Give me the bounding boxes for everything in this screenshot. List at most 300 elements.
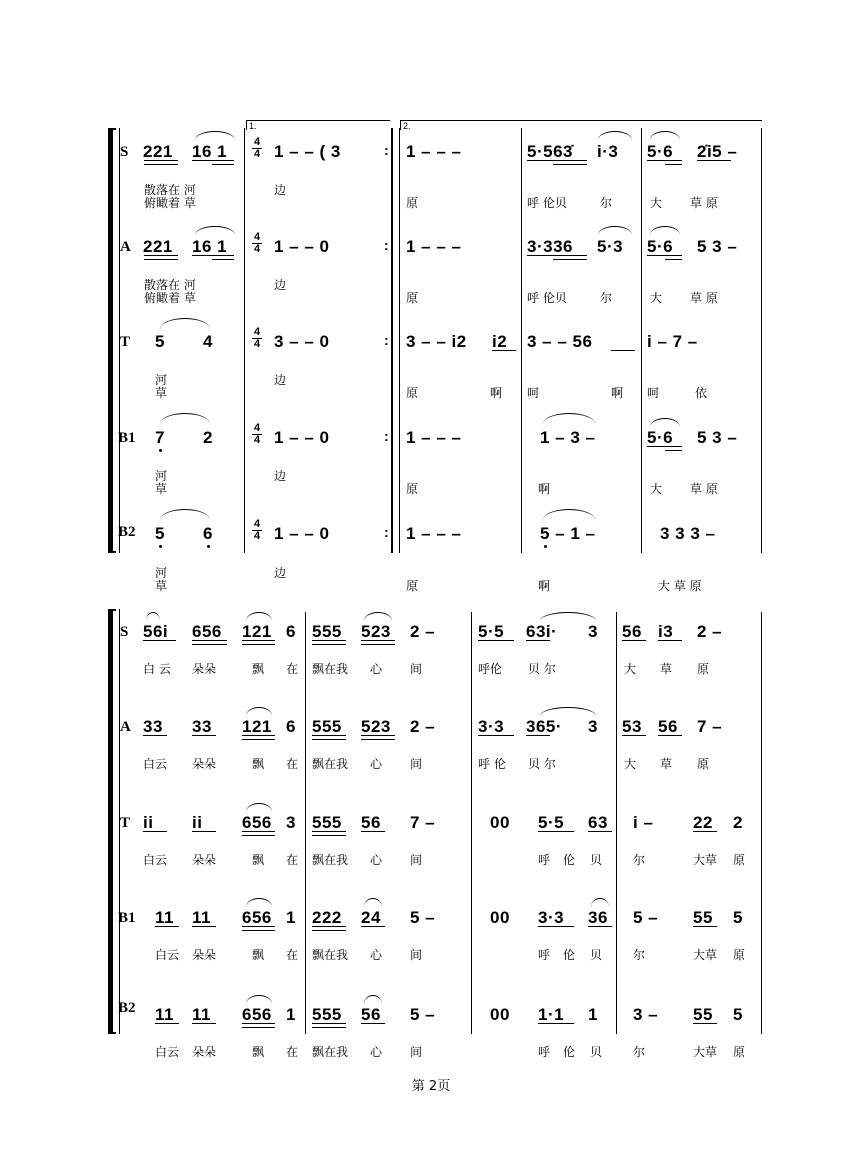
slur	[246, 707, 272, 716]
notes: 11	[155, 908, 174, 927]
notes: 3 –	[633, 1005, 659, 1024]
underline	[361, 735, 395, 736]
lyric: 河	[155, 373, 168, 387]
lyric: 伦	[563, 1045, 576, 1059]
part-name: T	[120, 815, 131, 831]
underline	[478, 640, 514, 641]
notes: 1 – – ( 3	[274, 142, 341, 161]
underline	[155, 1023, 179, 1024]
lyric: 在	[286, 948, 299, 962]
slur	[160, 413, 210, 424]
lyric: 心	[370, 662, 383, 676]
lyric: 呼	[538, 1045, 551, 1059]
lyric: 啊	[538, 579, 551, 593]
slur	[246, 898, 272, 907]
notes: 53	[622, 717, 642, 736]
underline	[647, 160, 682, 161]
part-name: B1	[118, 430, 136, 446]
slur	[160, 509, 210, 520]
slur	[195, 131, 235, 140]
underline	[361, 640, 395, 641]
lyric: 大	[650, 291, 663, 305]
lyric: 伦	[563, 853, 576, 867]
underline	[527, 160, 587, 161]
notes: 00	[490, 908, 510, 927]
lyric: 呵	[527, 386, 540, 400]
lyric: 边	[274, 469, 287, 483]
underline	[526, 735, 550, 736]
underline	[143, 831, 167, 832]
underline	[192, 831, 216, 832]
lyric: 呼	[538, 948, 551, 962]
underline	[658, 640, 682, 641]
lyric: 草 原	[690, 196, 718, 210]
part-name: S	[120, 144, 129, 160]
lyric: 尔	[600, 196, 613, 210]
lyric: 大	[624, 662, 637, 676]
notes: 2̇i5 –	[697, 142, 738, 161]
lyric: 间	[410, 1045, 423, 1059]
lyric: 间	[410, 757, 423, 771]
underline	[242, 640, 275, 641]
slur	[246, 995, 272, 1004]
slur	[591, 898, 609, 907]
notes: 121	[242, 717, 272, 736]
notes: 1·1	[538, 1005, 565, 1024]
slur	[160, 318, 210, 329]
lyric: 贝 尔	[528, 662, 556, 676]
lyric: 草	[155, 386, 168, 400]
lyric: 原	[697, 757, 710, 771]
notes: 5·563̇	[527, 142, 573, 161]
underline	[478, 735, 514, 736]
lyric: 在	[286, 1045, 299, 1059]
underline	[665, 450, 682, 451]
underline	[242, 644, 275, 645]
slur	[650, 418, 680, 427]
underline	[312, 1027, 346, 1028]
underline	[622, 735, 646, 736]
part-name: B1	[118, 910, 136, 926]
underline	[242, 1027, 275, 1028]
lyric: 呼	[538, 853, 551, 867]
notes: 3 – – i2	[406, 332, 467, 351]
repeat-dots: :	[384, 237, 389, 253]
underline	[611, 350, 635, 351]
underline	[361, 831, 385, 832]
barline	[521, 128, 522, 553]
part-name: A	[120, 719, 131, 735]
lyric: 尔	[633, 853, 646, 867]
underline	[312, 926, 346, 927]
lyric: 白云	[143, 757, 168, 771]
underline	[588, 926, 612, 927]
notes: 1	[286, 908, 296, 927]
lyric: 呼 伦贝	[527, 291, 567, 305]
lyric: 在	[286, 662, 299, 676]
notes: 5·6	[647, 428, 674, 447]
underline	[312, 644, 346, 645]
notes: 5 –	[633, 908, 659, 927]
notes: 6	[286, 622, 296, 641]
repeat-dots: :	[384, 524, 389, 540]
lyric: 河	[155, 469, 168, 483]
page-number: 第 2页	[411, 1079, 451, 1094]
notes: ii	[143, 813, 154, 832]
lyric: 朵朵	[192, 948, 217, 962]
lyric: 飘在我	[312, 757, 349, 771]
notes: 5·3	[597, 237, 624, 256]
lyric: 河	[155, 566, 168, 580]
part-name: T	[120, 334, 131, 350]
low-dot	[544, 545, 547, 548]
lyric: 大草	[693, 1045, 718, 1059]
notes: 00	[490, 1005, 510, 1024]
underline	[242, 1023, 275, 1024]
lyric: 心	[370, 948, 383, 962]
notes: 5·5	[538, 813, 565, 832]
notes: 56	[361, 813, 381, 832]
notes: 221	[143, 237, 173, 256]
notes: 56	[622, 622, 642, 641]
notes: 5 3 –	[697, 237, 738, 256]
lyric: 飘在我	[312, 662, 349, 676]
lyric: 飘	[252, 948, 265, 962]
underline	[553, 164, 587, 165]
lyric: 白云	[143, 853, 168, 867]
lyric: 呼 伦贝	[527, 196, 567, 210]
repeat-dots: :	[384, 428, 389, 444]
lyric: 间	[410, 948, 423, 962]
underline	[527, 255, 587, 256]
barline	[471, 612, 472, 1034]
notes: 24	[361, 908, 381, 927]
lyric: 原	[406, 482, 419, 496]
notes: 56	[361, 1005, 381, 1024]
lyric: 贝	[590, 948, 603, 962]
repeat-dots: :	[384, 332, 389, 348]
slur	[540, 612, 596, 621]
lyric: 草 原	[690, 482, 718, 496]
notes: 3	[588, 622, 598, 641]
part-name: S	[120, 624, 129, 640]
notes: i –	[633, 813, 654, 832]
underline	[693, 926, 717, 927]
notes: 365·	[526, 717, 563, 736]
slur	[598, 226, 632, 235]
notes: 56	[658, 717, 678, 736]
underline	[665, 259, 682, 260]
volta-2: 2.	[400, 120, 762, 130]
lyric: 心	[370, 757, 383, 771]
slur	[650, 226, 680, 235]
lyric: 间	[410, 853, 423, 867]
lyric: 尔	[633, 1045, 646, 1059]
time-signature: 4 4	[253, 136, 261, 160]
slur	[146, 612, 160, 621]
underline	[361, 926, 385, 927]
notes: 63	[588, 813, 608, 832]
underline	[242, 735, 275, 736]
notes: 6	[286, 717, 296, 736]
lyric: 大草	[693, 948, 718, 962]
underline	[242, 831, 275, 832]
notes: 656	[192, 622, 222, 641]
notes: 3	[588, 717, 598, 736]
underline	[144, 259, 178, 260]
lyric: 原	[406, 579, 419, 593]
notes: 55	[693, 1005, 713, 1024]
lyric: 依	[695, 386, 708, 400]
underline	[242, 739, 275, 740]
notes: 22	[693, 813, 713, 832]
underline	[553, 259, 587, 260]
lyric: 大草	[693, 853, 718, 867]
slur	[543, 509, 595, 520]
lyric: 边	[274, 183, 287, 197]
lyric: 俯瞰着 草	[144, 291, 196, 305]
notes: 4	[203, 332, 213, 351]
lyric: 尔	[600, 291, 613, 305]
notes: 00	[490, 813, 510, 832]
notes: 5·5	[478, 622, 505, 641]
lyric: 心	[370, 853, 383, 867]
lyric: 朵朵	[192, 662, 217, 676]
lyric: 呼 伦	[478, 757, 506, 771]
notes: 33	[192, 717, 212, 736]
notes: 11	[155, 1005, 174, 1024]
notes: 656	[242, 813, 272, 832]
notes: 2	[203, 428, 213, 447]
lyric: 原	[406, 386, 419, 400]
notes: 5	[733, 908, 743, 927]
slur	[543, 413, 595, 424]
slur	[598, 131, 632, 140]
notes: 523	[361, 622, 391, 641]
low-dot	[159, 449, 162, 452]
lyric: 在	[286, 853, 299, 867]
lyric: 飘	[252, 1045, 265, 1059]
slur	[364, 898, 382, 907]
notes: 1 – – 0	[274, 524, 330, 543]
notes: 33	[143, 717, 163, 736]
notes: 55	[693, 908, 713, 927]
notes: 1 – – –	[406, 142, 462, 161]
notes: 656	[242, 908, 272, 927]
underline	[192, 926, 216, 927]
notes: 11	[192, 1005, 211, 1024]
notes: 555	[312, 1005, 342, 1024]
part-name: B2	[118, 524, 136, 540]
notes: 7	[155, 428, 165, 447]
notes: 1	[286, 1005, 296, 1024]
part-name: B2	[118, 1000, 136, 1016]
notes: 7 –	[410, 813, 436, 832]
underline	[144, 255, 178, 256]
lyric: 边	[274, 566, 287, 580]
barline	[761, 612, 762, 1034]
barline-double	[391, 128, 393, 553]
low-dot	[159, 545, 162, 548]
lyric: 啊	[490, 386, 503, 400]
notes: 3 – – 56	[527, 332, 593, 351]
lyric: 原	[406, 291, 419, 305]
underline	[361, 739, 395, 740]
notes: 1 – 3 –	[540, 428, 596, 447]
notes: 3	[286, 813, 296, 832]
lyric: 间	[410, 662, 423, 676]
lyric: 贝	[590, 1045, 603, 1059]
time-signature: 4 4	[253, 231, 261, 255]
notes: 1 – – –	[406, 237, 462, 256]
underline	[665, 164, 682, 165]
lyric: 大 草 原	[658, 579, 702, 593]
notes: 3 3 3 –	[660, 524, 716, 543]
lyric: 飘在我	[312, 1045, 349, 1059]
notes: 16 1	[192, 237, 228, 256]
notes: 555	[312, 717, 342, 736]
notes: 11	[192, 908, 211, 927]
barline	[399, 128, 400, 553]
notes: 221	[143, 142, 173, 161]
notes: 3·3	[538, 908, 565, 927]
notes: 2 –	[697, 622, 723, 641]
lyric: 贝	[590, 853, 603, 867]
notes: 1 – – 0	[274, 428, 330, 447]
notes: 5 –	[410, 908, 436, 927]
lyric: 草	[155, 579, 168, 593]
notes: 5	[155, 332, 165, 351]
lyric: 草	[155, 482, 168, 496]
underline	[212, 164, 234, 165]
underline	[622, 640, 646, 641]
notes: 3 – – 0	[274, 332, 330, 351]
notes: 7 –	[697, 717, 723, 736]
lyric: 白云	[155, 1045, 180, 1059]
underline	[361, 644, 395, 645]
underline	[361, 1023, 385, 1024]
notes: 523	[361, 717, 391, 736]
time-signature: 4 4	[253, 422, 261, 446]
lyric: 飘	[252, 757, 265, 771]
part-name: A	[120, 239, 131, 255]
lyric: 呵	[647, 386, 660, 400]
notes: 5 –	[410, 1005, 436, 1024]
underline	[538, 926, 574, 927]
underline	[242, 930, 275, 931]
slur	[650, 131, 680, 140]
notes: 16 1	[192, 142, 228, 161]
system2-bracket	[108, 609, 116, 1034]
notes: 1 – – 0	[274, 237, 330, 256]
underline	[693, 1023, 717, 1024]
notes: 5·6	[647, 142, 674, 161]
underline	[312, 1023, 346, 1024]
lyric: 大	[650, 482, 663, 496]
notes: i3	[658, 622, 674, 641]
lyric: 散落在 河	[144, 278, 196, 292]
notes: 656	[242, 1005, 272, 1024]
notes: i2	[492, 332, 508, 351]
barline	[616, 612, 617, 1034]
lyric: 草	[660, 662, 673, 676]
repeat-dots: :	[384, 142, 389, 158]
lyric: 边	[274, 373, 287, 387]
underline	[697, 160, 731, 161]
notes: 121	[242, 622, 272, 641]
lyric: 心	[370, 1045, 383, 1059]
lyric: 朵朵	[192, 1045, 217, 1059]
slur	[195, 226, 235, 235]
underline	[144, 160, 178, 161]
notes: 1	[588, 1005, 598, 1024]
underline	[242, 835, 275, 836]
underline	[192, 735, 216, 736]
notes: 6	[203, 524, 213, 543]
underline	[693, 831, 717, 832]
underline	[192, 255, 234, 256]
lyric: 朵朵	[192, 757, 217, 771]
underline	[312, 831, 346, 832]
notes: 3·336	[527, 237, 573, 256]
lyric: 飘	[252, 662, 265, 676]
lyric: 尔	[633, 948, 646, 962]
notes: 5	[733, 1005, 743, 1024]
underline	[526, 640, 550, 641]
underline	[312, 640, 346, 641]
lyric: 朵朵	[192, 853, 217, 867]
notes: ii	[192, 813, 203, 832]
lyric: 呼伦	[478, 662, 503, 676]
lyric: 白 云	[143, 662, 171, 676]
system1-bracket	[108, 128, 116, 553]
lyric: 飘	[252, 853, 265, 867]
lyric: 散落在 河	[144, 183, 196, 197]
underline	[212, 259, 234, 260]
underline	[647, 255, 682, 256]
lyric: 飘在我	[312, 948, 349, 962]
underline	[538, 1023, 574, 1024]
lyric: 边	[274, 278, 287, 292]
lyric: 啊	[611, 386, 624, 400]
notes: 222	[312, 908, 342, 927]
notes: 5 3 –	[697, 428, 738, 447]
notes: 555	[312, 622, 342, 641]
underline	[588, 831, 612, 832]
lyric: 草 原	[690, 291, 718, 305]
lyric: 贝 尔	[528, 757, 556, 771]
barline	[761, 128, 762, 553]
underline	[538, 831, 574, 832]
barline	[244, 128, 245, 553]
barline	[641, 128, 642, 553]
lyric: 大	[624, 757, 637, 771]
notes: 2	[733, 813, 743, 832]
lyric: 原	[733, 1045, 746, 1059]
underline	[192, 644, 227, 645]
underline	[312, 735, 346, 736]
underline	[658, 735, 682, 736]
lyric: 白云	[155, 948, 180, 962]
barline	[305, 612, 306, 1034]
slur	[364, 612, 392, 621]
lyric: 在	[286, 757, 299, 771]
lyric: 原	[406, 196, 419, 210]
notes: 3·3	[478, 717, 505, 736]
slur	[246, 612, 272, 621]
notes: 5·6	[647, 237, 674, 256]
underline	[143, 640, 176, 641]
